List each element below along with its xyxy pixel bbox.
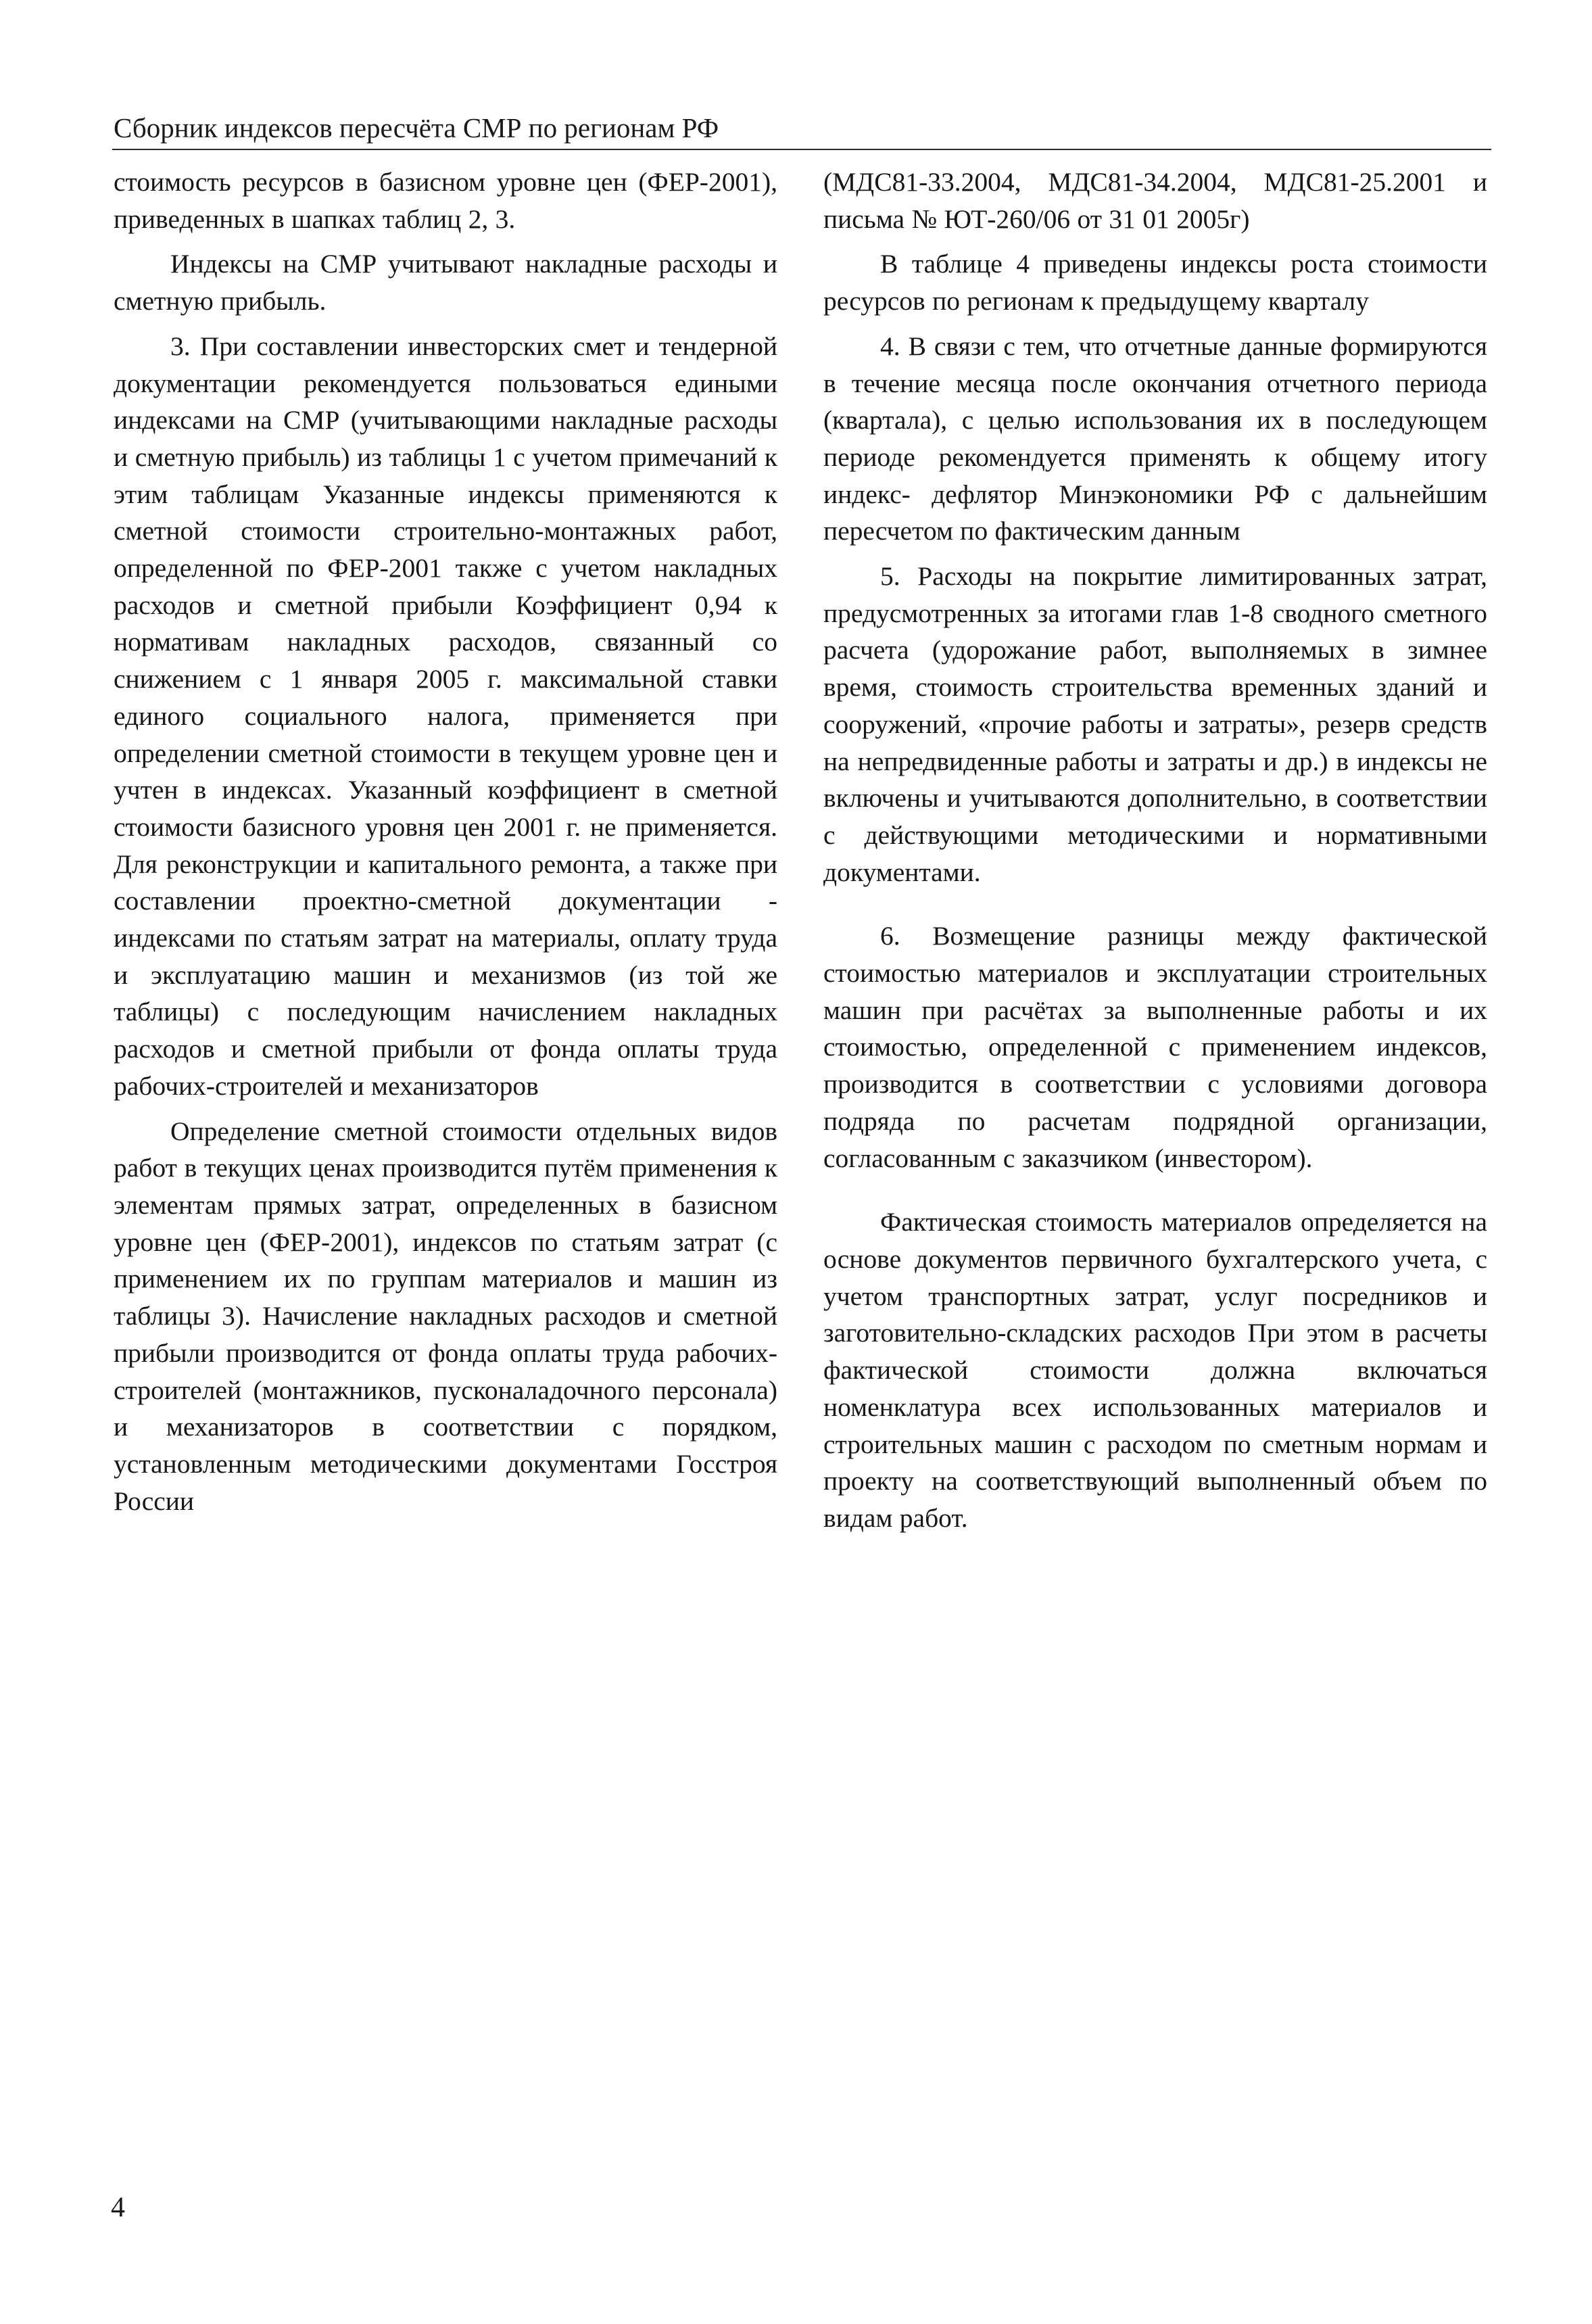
paragraph-right-4: 5. Расходы на покрытие лимитированных затрат, предусмотренных за итогами глав 1-8 сводного сметного расчета (удорожание работ, выполняемых в зимнее время, стоимость строительства временных зданий и сооружений, «прочие работы и затраты», резерв средств на непредвиденные работы и затраты и др.) в индексы не включены и учитываются дополнительно, в соответствии с действующими методическими и нормативными документами. [823, 561, 1487, 887]
paragraph-left-3: 3. При составлении инвесторских смет и тендерной документации рекомендуется пользоваться едиными индексами на СМР (учитывающими накладные расходы и сметную прибыль) из таблицы 1 с учетом примечаний к этим таблицам Указанные индексы применяются к сметной стоимости строительно-монтажных работ, определенной по ФЕР-2001 также с учетом накладных расходов и сметной прибыли Коэффициент 0,94 к нормативам накладных расходов, связанный со снижением с 1 января 2005 г. максимальной ставки единого социального налога, применяется при определении сметной стоимости в текущем уровне цен и учтен в индексах. Указанный коэффициент в сметной стоимости базисного уровня цен 2001 г. не применяется. Для реконструкции и капитального ремонта, а также при составлении проектно-сметной документации - индексами по статьям затрат на материалы, оплату труда и эксплуатацию машин и механизмов (из той же таблицы) с последующим начислением накладных расходов и сметной прибыли от фонда оплаты труда рабочих-строителей и механизаторов [114, 331, 777, 1101]
running-header: Сборник индексов пересчёта СМР по регионам РФ [114, 112, 719, 143]
paragraph-right-1: (МДС81-33.2004, МДС81-34.2004, МДС81-25.2001 и письма № ЮТ-260/06 от 31 01 2005г) [823, 167, 1487, 234]
paragraph-right-2: В таблице 4 приведены индексы роста стоимости ресурсов по регионам к предыдущему кварталу [823, 249, 1487, 316]
paragraph-right-5: 6. Возмещение разницы между фактической стоимостью материалов и эксплуатации строительных машин при расчётах за выполненные работы и их стоимостью, определенной с применением индексов, производится в соответствии с условиями договора подряда по расчетам подрядной организации, согласованным с заказчиком (инвестором). [823, 921, 1487, 1173]
paragraph-left-4: Определение сметной стоимости отдельных видов работ в текущих ценах производится путём применения к элементам прямых затрат, определенных в базисном уровне цен (ФЕР-2001), индексов по статьям затрат (с применением их по группам материалов и машин из таблицы 3). Начисление накладных расходов и сметной прибыли производится от фонда оплаты труда рабочих-строителей (монтажников, пусконаладочного персонала) и механизаторов в соответствии с порядком, установленным методическими документами Госстроя России [114, 1116, 777, 1516]
right-column [823, 164, 1487, 1545]
paragraph-right-3: 4. В связи с тем, что отчетные данные формируются в течение месяца после окончания отчетного периода (квартала), с целью использования их в последующем периоде рекомендуется применять к общему итогу индекс- дефлятор Минэкономики РФ с дальнейшим пересчетом по фактическим данным [823, 331, 1487, 546]
left-column [114, 164, 777, 1527]
paragraph-left-2: Индексы на СМР учитывают накладные расходы и сметную прибыль. [114, 249, 777, 316]
paragraph-left-1: стоимость ресурсов в базисном уровне цен (ФЕР-2001), приведенных в шапках таблиц 2, 3. [114, 167, 777, 234]
header-rule [112, 149, 1491, 150]
paragraph-right-6: Фактическая стоимость материалов определяется на основе документов первичного бухгалтерского учета, с учетом транспортных затрат, услуг посредников и заготовительно-складских расходов При этом в расчеты фактической стоимости должна включаться номенклатура всех использованных материалов и строительных машин с расходом по сметным нормам и проекту на соответствующий выполненный объем по видам работ. [823, 1207, 1487, 1533]
page-number: 4 [111, 2192, 125, 2223]
